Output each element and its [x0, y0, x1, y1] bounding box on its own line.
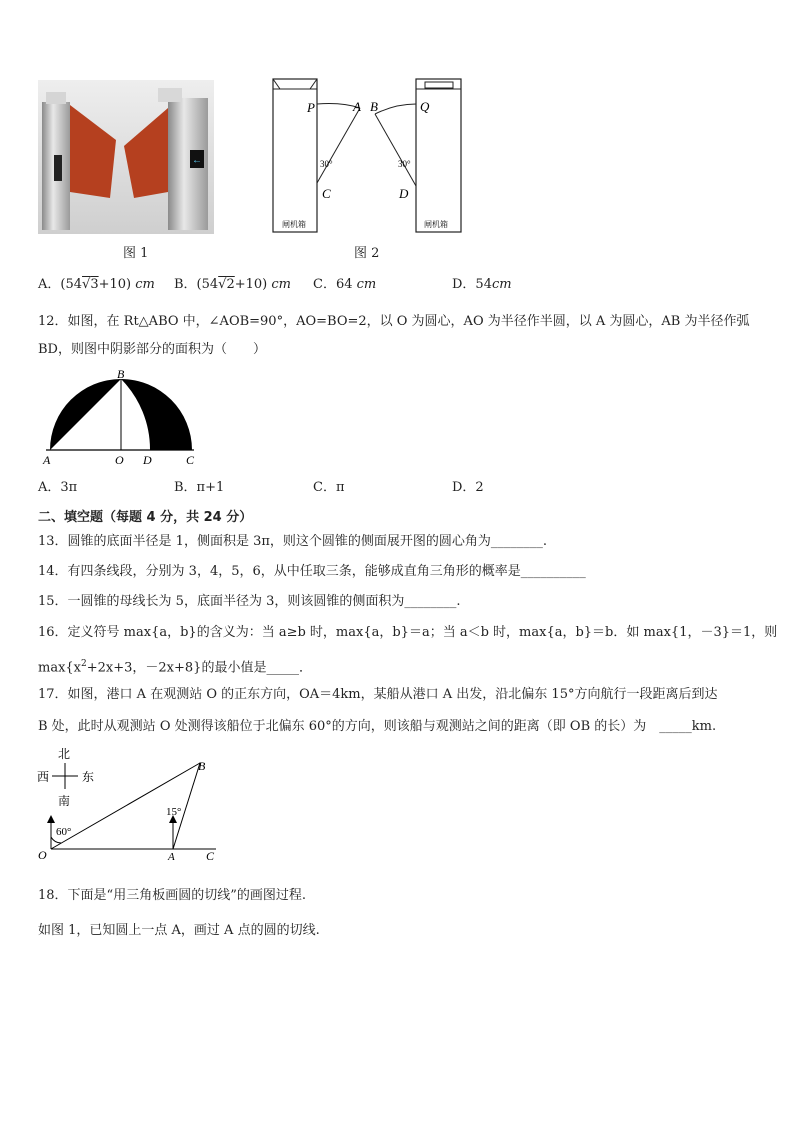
- label-B: B: [198, 759, 206, 773]
- q15-text: 15．一圆锥的母线长为 5，底面半径为 3，则该圆锥的侧面积为________.: [38, 594, 461, 609]
- q12-option-c: C．π: [313, 480, 345, 495]
- label-O: O: [38, 848, 47, 862]
- q11-option-b: B．(54√2+10) cm: [174, 277, 292, 292]
- svg-text:←: ←: [192, 155, 202, 166]
- section-heading: 二、填空题（每题 4 分，共 24 分）: [38, 510, 253, 525]
- angle-60: 60°: [56, 826, 72, 838]
- turnstile-photo: [38, 80, 214, 234]
- compass-east: 东: [82, 770, 95, 784]
- q12-option-b: B．π+1: [174, 480, 225, 495]
- q13-text: 13．圆锥的底面半径是 1，侧面积是 3π，则这个圆锥的侧面展开图的圆心角为________.: [38, 534, 548, 549]
- label-A: A: [353, 99, 361, 114]
- box-left-label: 闸机箱: [282, 220, 306, 229]
- label-C: C: [206, 849, 215, 863]
- label-D: D: [399, 186, 409, 201]
- q12-text-line1: 12．如图，在 Rt△ABO 中，∠AOB=90°，AO=BO=2，以 O 为圆心，AO 为半径作半圆，以 A 为圆心，AB 为半径作弧: [38, 314, 750, 329]
- label-C: C: [322, 186, 331, 201]
- q16-text-line2: $\max\{x^2+2x+3$，－2x+8}的最小值是_____．: [38, 659, 312, 676]
- label-A: A: [168, 851, 175, 863]
- q12-option-d: D．2: [452, 480, 484, 495]
- compass-north: 北: [58, 747, 71, 761]
- q17-text-line1: 17．如图，港口 A 在观测站 O 的正东方向，OA＝4km，某船从港口 A 出发，沿北偏东 15°方向航行一段距离后到达: [38, 687, 718, 702]
- label-C: C: [186, 453, 195, 467]
- label-D: D: [143, 453, 152, 467]
- label-P: P: [307, 100, 315, 115]
- q11-option-d: D．54cm: [452, 277, 512, 292]
- label-A: A: [43, 453, 51, 467]
- q12-option-a: A．3π: [38, 480, 78, 495]
- q18-text-line2: 如图 1，已知圆上一点 A，画过 A 点的圆的切线.: [38, 923, 320, 938]
- label-Q: Q: [420, 99, 430, 114]
- compass-west: 西: [37, 770, 50, 784]
- angle-15: 15°: [166, 806, 182, 818]
- angle-right: 30°: [398, 159, 411, 169]
- q17-figure: [34, 743, 224, 865]
- q16-text-line1: 16．定义符号 max{a，b}的含义为：当 a≥b 时，max{a，b}＝a；当 a＜b 时，max{a，b}＝b．如 max{1，－3}＝1，则: [38, 625, 778, 640]
- q12-figure: [38, 366, 198, 468]
- q11-option-a: A．(54√3+10) cm: [38, 277, 155, 292]
- q11-option-c: C．64 cm: [313, 277, 377, 292]
- fig2-caption: 图 2: [354, 246, 380, 261]
- angle-left: 30°: [320, 159, 333, 169]
- turnstile-diagram: [270, 76, 470, 236]
- box-right-label: 闸机箱: [424, 220, 448, 229]
- q14-text: 14．有四条线段，分别为 3，4，5，6，从中任取三条，能够成直角三角形的概率是__________: [38, 564, 586, 579]
- q17-text-line2: B 处，此时从观测站 O 处测得该船位于北偏东 60°的方向，则该船与观测站之间的距离（即 OB 的长）为 _____km.: [38, 719, 717, 734]
- q18-text-line1: 18．下面是“用三角板画圆的切线”的画图过程.: [38, 888, 306, 903]
- label-B: B: [117, 367, 125, 381]
- q12-text-line2: BD，则图中阴影部分的面积为（ ）: [38, 342, 266, 357]
- label-O: O: [115, 453, 124, 467]
- label-B: B: [370, 99, 378, 114]
- compass-south: 南: [58, 794, 71, 808]
- fig1-caption: 图 1: [123, 246, 149, 261]
